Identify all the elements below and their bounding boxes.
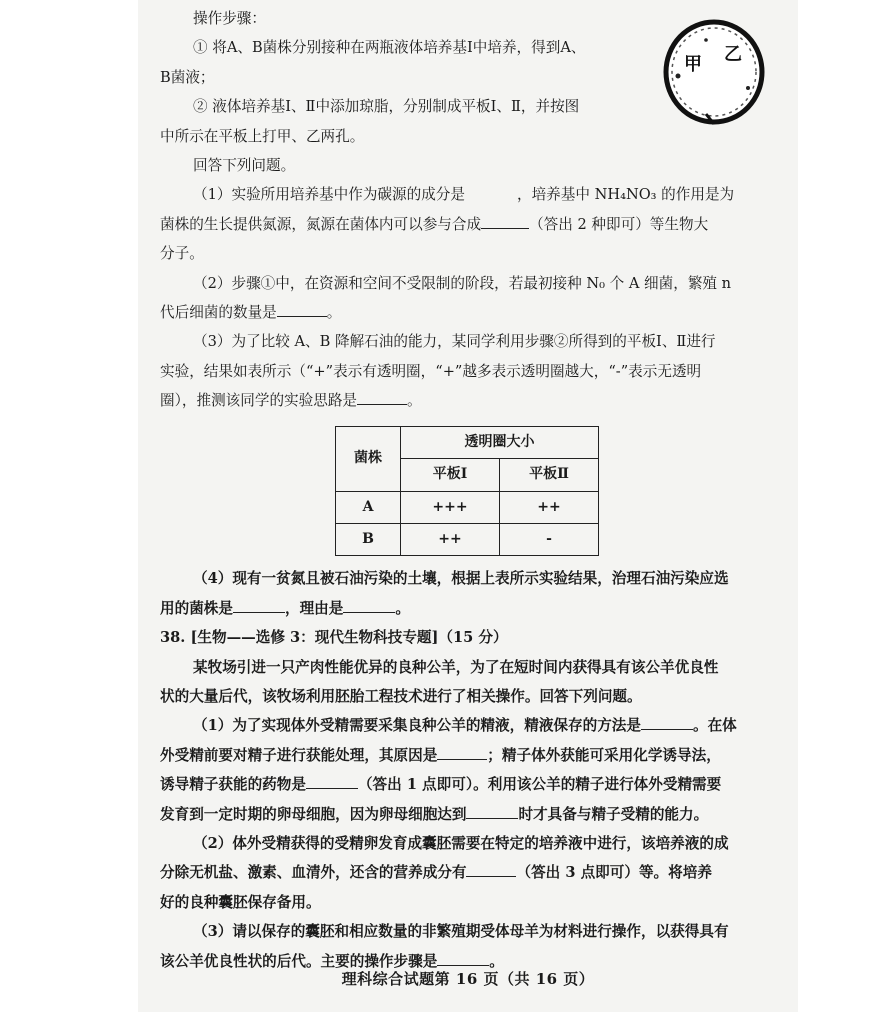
s38-q2-line-2: 分除无机盐、激素、血清外，还含的营养成分有 （答出 3 点即可）等。将培养 — [160, 858, 772, 887]
s38-q1-blank-4[interactable] — [466, 802, 518, 819]
q3-line-2: 实验，结果如表所示（“+”表示有透明圈，“+”越多表示透明圈越大，“-”表示无透明 — [160, 362, 702, 380]
petri-dish-figure — [662, 18, 766, 126]
q1-blank-1[interactable] — [465, 182, 517, 199]
hole-label-right: 乙 — [724, 44, 742, 65]
s38-intro-1: 某牧场引进一只产肉性能优异的良种公羊，为了在短时间内获得具有该公羊优良性 — [193, 658, 719, 676]
s38-q2-line-1: （2）体外受精获得的受精卵发育成囊胚需要在特定的培养液中进行，该培养液的成 — [193, 834, 729, 852]
table-row — [336, 491, 599, 523]
q4-line-1: （4）现有一贫氮且被石油污染的土壤，根据上表所示实验结果，治理石油污染应选 — [193, 570, 729, 588]
s38-q1-blank-2[interactable] — [437, 743, 487, 760]
step-2-cont: 中所示在平板上打甲、乙两孔。 — [160, 127, 365, 145]
s38-q1-line-3: 诱导精子获能的药物是 （答出 1 点即可）。利用该公羊的精子进行体外受精需要 — [160, 770, 772, 799]
table-header-strain: 菌株 — [336, 426, 401, 491]
q2-line-1: （2）步骤①中，在资源和空间不受限制的阶段，若最初接种 N₀ 个 A 细菌，繁殖 n — [193, 274, 732, 292]
s38-q1-blank-1[interactable] — [641, 713, 693, 730]
table-cell-plate-1: +++ — [401, 491, 500, 523]
s38-q1-line-1: （1）为了实现体外受精需要采集良种公羊的精液，精液保存的方法是 。在体 — [160, 711, 772, 740]
table-header-plate-2: 平板Ⅱ — [500, 459, 599, 491]
q2-blank[interactable] — [277, 300, 327, 317]
s38-q3-line-2: 该公羊优良性状的后代。主要的操作步骤是 。 — [160, 947, 772, 976]
q1-line-1: （1）实验所用培养基中作为碳源的成分是 ，培养基中 NH₄NO₃ 的作用是为 — [160, 180, 772, 209]
q3-blank[interactable] — [357, 388, 407, 405]
q4-line-2: 用的菌株是 ，理由是 。 — [160, 594, 772, 623]
q2-line-2: 代后细菌的数量是 。 — [160, 298, 772, 327]
table-row — [336, 523, 599, 555]
result-table — [335, 426, 599, 557]
s38-q1-line-4: 发育到一定时期的卵母细胞，因为卵母细胞达到 时才具备与精子受精的能力。 — [160, 800, 772, 829]
step-1-cont: B菌液； — [160, 68, 215, 86]
q4-blank-1[interactable] — [233, 596, 285, 613]
answer-prompt: 回答下列问题。 — [193, 157, 296, 175]
s38-q3-blank[interactable] — [437, 949, 489, 966]
section-38-title: 38. [生物——选修 3：现代生物科技专题]（15 分） — [160, 629, 508, 647]
q4-blank-2[interactable] — [343, 596, 395, 613]
table-cell-strain: A — [336, 491, 401, 523]
s38-q1-blank-3[interactable] — [306, 772, 358, 789]
step-1-line: ① 将A、B菌株分别接种在两瓶液体培养基Ⅰ中培养，得到A、 — [193, 39, 586, 57]
q1-line-3: 分子。 — [160, 245, 204, 263]
petri-dish-icon — [662, 18, 766, 126]
result-table-wrap — [335, 426, 772, 557]
document-body — [160, 0, 772, 976]
hole-label-left: 甲 — [684, 54, 702, 75]
steps-title: 操作步骤： — [193, 10, 266, 27]
q3-line-3: 圈），推测该同学的实验思路是 。 — [160, 386, 772, 415]
q3-line-1: （3）为了比较 A、B 降解石油的能力，某同学利用步骤②所得到的平板Ⅰ、Ⅱ进行 — [193, 333, 716, 351]
s38-intro-2: 状的大量后代，该牧场利用胚胎工程技术进行了相关操作。回答下列问题。 — [160, 687, 642, 705]
s38-q2-line-3: 好的良种囊胚保存备用。 — [160, 893, 321, 911]
s38-q3-line-1: （3）请以保存的囊胚和相应数量的非繁殖期受体母羊为材料进行操作，以获得具有 — [193, 923, 729, 941]
table-cell-plate-2: - — [500, 523, 599, 555]
q1-blank-2[interactable] — [481, 212, 529, 229]
table-header-plate-1: 平板Ⅰ — [401, 459, 500, 491]
table-header-group: 透明圈大小 — [401, 426, 599, 458]
table-cell-plate-2: ++ — [500, 491, 599, 523]
page-footer: 理科综合试题第 16 页（共 16 页） — [341, 970, 595, 988]
table-cell-plate-1: ++ — [401, 523, 500, 555]
q1-line-2: 菌株的生长提供氮源，氮源在菌体内可以参与合成 （答出 2 种即可）等生物大 — [160, 210, 772, 239]
s38-q2-blank[interactable] — [466, 860, 516, 877]
table-cell-strain: B — [336, 523, 401, 555]
step-2-line: ② 液体培养基Ⅰ、Ⅱ中添加琼脂，分别制成平板Ⅰ、Ⅱ，并按图 — [193, 98, 580, 116]
s38-q1-line-2: 外受精前要对精子进行获能处理，其原因是 ；精子体外获能可采用化学诱导法， — [160, 741, 772, 770]
